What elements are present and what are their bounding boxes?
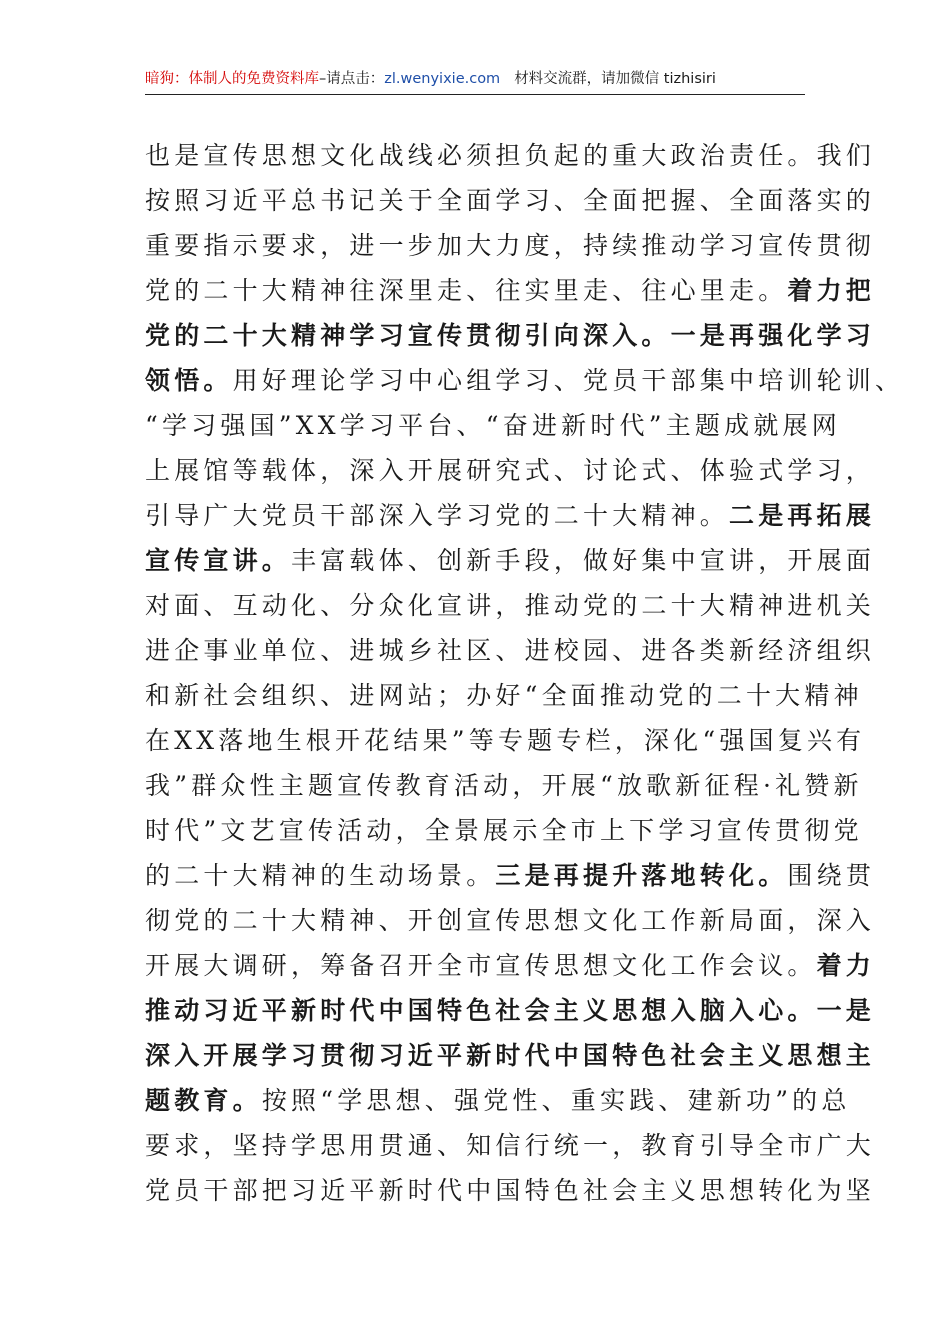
- text-segment: “学习强国”XX学习平台、“奋进新时代”主题成就展网: [145, 411, 841, 440]
- text-line: [145, 133, 876, 178]
- text-line: [145, 673, 863, 718]
- text-line: [145, 313, 876, 358]
- bold-text-segment: 推动习近平新时代中国特色社会主义思想入脑入心。一是: [145, 996, 876, 1025]
- text-segment: 开展大调研，筹备召开全市宣传思想文化工作会议。: [145, 951, 817, 980]
- bold-text-segment: 深入开展学习贯彻习近平新时代中国特色社会主义思想主: [145, 1041, 876, 1070]
- bold-text-segment: 党的二十大精神学习宣传贯彻引向深入。一是再强化学习: [145, 321, 876, 350]
- header-click-prompt: –请点击：: [319, 71, 385, 87]
- text-line: [145, 1168, 876, 1213]
- text-segment: 用好理论学习中心组学习、党员干部集中培训轮训、: [232, 366, 905, 395]
- text-segment: 围绕贯: [787, 861, 876, 890]
- text-line: [145, 898, 876, 943]
- text-line: [145, 448, 876, 493]
- text-segment: 和新社会组织、进网站；办好“全面推动党的二十大精神: [145, 681, 863, 710]
- text-segment: 的二十大精神的生动场景。: [145, 861, 496, 890]
- bold-text-segment: 三是再提升落地转化。: [495, 861, 788, 890]
- header-wechat-note: 材料交流群，请加微信 tizhisiri: [514, 71, 716, 87]
- bold-text-segment: 着力把: [787, 276, 876, 305]
- header-url-link[interactable]: zl.wenyixie.com: [384, 71, 501, 87]
- text-line: [145, 268, 876, 313]
- text-line: [145, 538, 876, 583]
- text-line: [145, 988, 876, 1033]
- text-line: [145, 718, 866, 763]
- text-segment: 上展馆等载体，深入开展研究式、讨论式、体验式学习，: [145, 456, 876, 485]
- text-segment: 时代”文艺宣传活动，全景展示全市上下学习宣传贯彻党: [145, 816, 863, 845]
- text-segment: 对面、互动化、分众化宣讲，推动党的二十大精神进机关: [145, 591, 876, 620]
- text-segment: 进企事业单位、进城乡社区、进校园、进各类新经济组织: [145, 636, 876, 665]
- text-line: [145, 493, 876, 538]
- text-segment: 党的二十大精神往深里走、往实里走、往心里走。: [145, 276, 788, 305]
- text-segment: 彻党的二十大精神、开创宣传思想文化工作新局面，深入: [145, 906, 876, 935]
- text-segment: 在XX落地生根开花结果”等专题专栏，深化“强国复兴有: [145, 726, 866, 755]
- bold-text-segment: 宣传宣讲。: [145, 546, 292, 575]
- page-header: [145, 64, 805, 95]
- text-segment: 丰富载体、创新手段，做好集中宣讲，开展面: [291, 546, 876, 575]
- text-line: [145, 1078, 851, 1123]
- bold-text-segment: 二是再拓展: [729, 501, 876, 530]
- text-line: [145, 358, 905, 403]
- text-segment: 我”群众性主题宣传教育活动，开展“放歌新征程·礼赞新: [145, 771, 863, 800]
- text-segment: 党员干部把习近平新时代中国特色社会主义思想转化为坚: [145, 1176, 876, 1205]
- text-line: [145, 1033, 876, 1078]
- text-segment: 引导广大党员干部深入学习党的二十大精神。: [145, 501, 730, 530]
- text-line: [145, 223, 876, 268]
- header-site-name: 暗狗：体制人的免费资料库: [145, 71, 319, 87]
- text-segment: 也是宣传思想文化战线必须担负起的重大政治责任。我们: [145, 141, 876, 170]
- text-line: [145, 808, 863, 853]
- bold-text-segment: 题教育。: [145, 1086, 262, 1115]
- text-segment: 按照“学思想、强党性、重实践、建新功”的总: [261, 1086, 851, 1115]
- document-body: [145, 133, 905, 1213]
- text-line: [145, 403, 841, 448]
- text-line: [145, 628, 876, 673]
- text-line: [145, 178, 876, 223]
- text-segment: 重要指示要求，进一步加大力度，持续推动学习宣传贯彻: [145, 231, 876, 260]
- bold-text-segment: 领悟。: [145, 366, 233, 395]
- text-line: [145, 853, 876, 898]
- text-segment: 按照习近平总书记关于全面学习、全面把握、全面落实的: [145, 186, 876, 215]
- text-segment: 要求，坚持学思用贯通、知信行统一，教育引导全市广大: [145, 1131, 876, 1160]
- text-line: [145, 583, 876, 628]
- bold-text-segment: 着力: [816, 951, 876, 980]
- text-line: [145, 1123, 876, 1168]
- text-line: [145, 763, 863, 808]
- text-line: [145, 943, 876, 988]
